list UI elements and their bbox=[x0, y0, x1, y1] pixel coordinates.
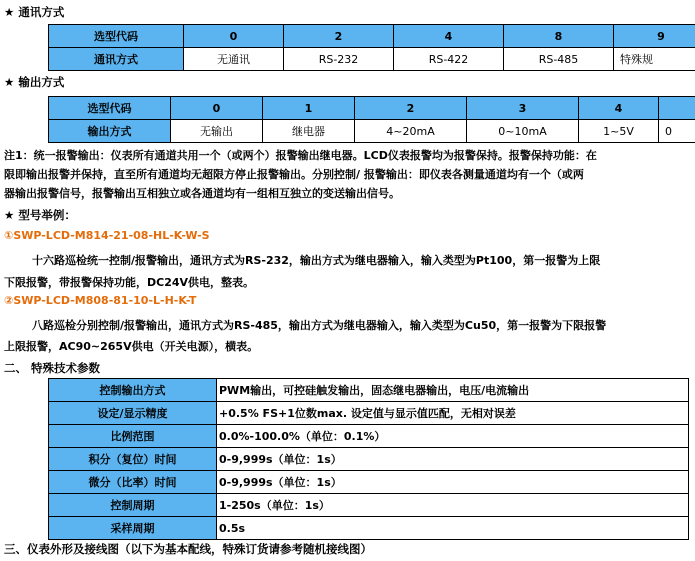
table-cell: 特殊规 bbox=[614, 48, 695, 71]
spec-value: PWM输出，可控硅触发输出，固态继电器输出，电压/电流输出 bbox=[217, 379, 689, 402]
table-cell: 4 bbox=[394, 25, 504, 48]
table-cell: 1~5V bbox=[579, 120, 659, 143]
spec-label: 比例范围 bbox=[49, 425, 217, 448]
spec-value: +0.5% FS+1位数max. 设定值与显示值匹配，无相对误差 bbox=[217, 402, 689, 425]
table-cell: 无输出 bbox=[171, 120, 263, 143]
table-row bbox=[49, 425, 689, 448]
table-row bbox=[49, 517, 689, 540]
spec-label: 控制周期 bbox=[49, 494, 217, 517]
example-code: ①SWP-LCD-M814-21-08-HL-K-W-S bbox=[4, 229, 210, 242]
table-cell: 0 bbox=[184, 25, 284, 48]
table-cell: 3 bbox=[467, 97, 579, 120]
table-cell: 0 bbox=[171, 97, 263, 120]
spec-label: 采样周期 bbox=[49, 517, 217, 540]
spec-label: 积分（复位）时间 bbox=[49, 448, 217, 471]
spec-value: 0-9,999s（单位：1s） bbox=[217, 471, 689, 494]
note-line: 限即输出报警并保持，直至所有通道均无超限方停止报警输出。分别控制/ 报警输出：即仪表各测量通道均有一个（或两 bbox=[4, 168, 584, 181]
table-cell: 8 bbox=[504, 25, 614, 48]
table-cell: 输出方式 bbox=[49, 120, 171, 143]
table-cell: 无通讯 bbox=[184, 48, 284, 71]
section-wiring-title: 三、仪表外形及接线图（以下为基本配线，特殊订货请参考随机接线图） bbox=[4, 542, 372, 556]
table-row bbox=[49, 448, 689, 471]
table-cell bbox=[659, 97, 695, 120]
spec-value: 0.0%-100.0%（单位：0.1%） bbox=[217, 425, 689, 448]
comm-table bbox=[48, 24, 695, 71]
spec-value: 0.5s bbox=[217, 517, 689, 540]
spec-table bbox=[48, 378, 689, 540]
example-desc: 八路巡检分别控制/报警输出，通讯方式为RS-485，输出方式为继电器输入，输入类型为Cu50，第一报警为下限报警 bbox=[32, 319, 607, 332]
spec-label: 设定/显示精度 bbox=[49, 402, 217, 425]
note-line: 注1：统一报警输出：仪表所有通道共用一个（或两个）报警输出继电器。LCD仪表报警均为报警保持。报警保持功能：在 bbox=[4, 149, 597, 162]
spec-label: 微分（比率）时间 bbox=[49, 471, 217, 494]
table-cell: 1 bbox=[263, 97, 355, 120]
table-row bbox=[49, 97, 695, 120]
table-row bbox=[49, 25, 695, 48]
table-cell: 4 bbox=[579, 97, 659, 120]
section-example-title: ★ 型号举例： bbox=[4, 208, 76, 222]
spec-value: 1-250s（单位：1s） bbox=[217, 494, 689, 517]
table-cell: 通讯方式 bbox=[49, 48, 184, 71]
example-desc: 下限报警，带报警保持功能，DC24V供电，整表。 bbox=[4, 276, 255, 289]
spec-value: 0-9,999s（单位：1s） bbox=[217, 448, 689, 471]
example-desc: 上限报警，AC90~265V供电（开关电源），横表。 bbox=[4, 340, 259, 353]
section-output-title: ★ 输出方式 bbox=[4, 75, 65, 89]
table-cell: 0 bbox=[659, 120, 695, 143]
note-line: 器输出报警信号，报警输出互相独立或各通道均有一组相互独立的变送输出信号。 bbox=[4, 187, 400, 200]
table-cell: 选型代码 bbox=[49, 25, 184, 48]
section-comm-title: ★ 通讯方式 bbox=[4, 5, 65, 19]
table-row bbox=[49, 494, 689, 517]
table-cell: RS-485 bbox=[504, 48, 614, 71]
section-tech-title: 二、 特殊技术参数 bbox=[4, 361, 101, 375]
table-row bbox=[49, 48, 695, 71]
table-cell: 继电器 bbox=[263, 120, 355, 143]
example-code: ②SWP-LCD-M808-81-10-L-H-K-T bbox=[4, 294, 197, 307]
table-row bbox=[49, 471, 689, 494]
table-cell: 2 bbox=[355, 97, 467, 120]
table-row bbox=[49, 379, 689, 402]
spec-label: 控制输出方式 bbox=[49, 379, 217, 402]
table-row bbox=[49, 402, 689, 425]
example-desc: 十六路巡检统一控制/报警输出，通讯方式为RS-232，输出方式为继电器输入，输入类型为Pt100，第一报警为上限 bbox=[32, 254, 601, 267]
table-cell: 0~10mA bbox=[467, 120, 579, 143]
table-cell: 4~20mA bbox=[355, 120, 467, 143]
table-cell: RS-232 bbox=[284, 48, 394, 71]
table-cell: 9 bbox=[614, 25, 695, 48]
table-cell: 2 bbox=[284, 25, 394, 48]
table-row bbox=[49, 120, 695, 143]
output-table bbox=[48, 96, 695, 143]
table-cell: 选型代码 bbox=[49, 97, 171, 120]
table-cell: RS-422 bbox=[394, 48, 504, 71]
